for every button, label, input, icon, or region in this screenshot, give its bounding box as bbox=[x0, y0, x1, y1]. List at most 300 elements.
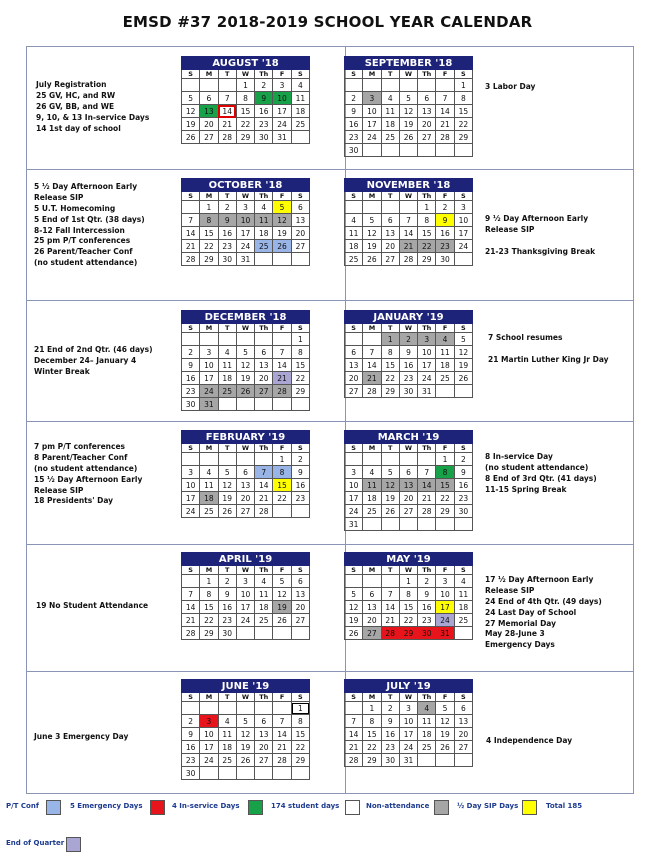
day-cell: 19 bbox=[436, 728, 454, 741]
weekday-header: W bbox=[236, 70, 254, 79]
empty-cell bbox=[255, 253, 273, 266]
weekday-header: S bbox=[291, 70, 309, 79]
day-cell: 23 bbox=[381, 741, 399, 754]
day-cell: 25 bbox=[218, 385, 236, 398]
weekday-header: S bbox=[454, 192, 472, 201]
day-cell: 23 bbox=[218, 614, 236, 627]
day-cell: 11 bbox=[291, 92, 309, 105]
weekday-header: Th bbox=[255, 566, 273, 575]
empty-cell bbox=[345, 453, 363, 466]
empty-cell bbox=[381, 201, 399, 214]
day-cell: 1 bbox=[200, 201, 218, 214]
day-cell: 18 bbox=[291, 105, 309, 118]
day-cell: 25 bbox=[363, 505, 381, 518]
day-cell: 15 bbox=[291, 728, 309, 741]
day-cell: 30 bbox=[218, 253, 236, 266]
weekday-header: S bbox=[454, 693, 472, 702]
day-cell: 12 bbox=[182, 105, 200, 118]
day-cell: 20 bbox=[291, 227, 309, 240]
note-line: 3 Labor Day bbox=[485, 82, 536, 91]
day-cell: 6 bbox=[291, 201, 309, 214]
day-cell: 16 bbox=[182, 372, 200, 385]
day-cell: 20 bbox=[381, 240, 399, 253]
day-cell: 4 bbox=[218, 346, 236, 359]
day-cell: 14 bbox=[436, 105, 454, 118]
day-cell: 7 bbox=[255, 466, 273, 479]
empty-cell bbox=[418, 144, 436, 157]
day-cell: 20 bbox=[291, 601, 309, 614]
day-cell: 18 bbox=[200, 492, 218, 505]
weekday-header: F bbox=[436, 693, 454, 702]
notes-september bbox=[485, 82, 535, 93]
weekday-header: F bbox=[273, 566, 291, 575]
weekday-header: F bbox=[436, 70, 454, 79]
weekday-header: F bbox=[273, 324, 291, 333]
weekday-header: W bbox=[399, 693, 417, 702]
day-cell: 19 bbox=[399, 118, 417, 131]
day-cell: 8 bbox=[418, 214, 436, 227]
note-line: 14 1st day of school bbox=[36, 123, 121, 133]
weekday-header: T bbox=[381, 324, 399, 333]
day-cell: 6 bbox=[454, 702, 472, 715]
empty-cell bbox=[454, 253, 472, 266]
note-line: 8 End of 3rd Qtr. (41 days) bbox=[485, 473, 597, 483]
day-cell: 3 bbox=[345, 466, 363, 479]
day-cell: 12 bbox=[236, 359, 254, 372]
day-cell: 31 bbox=[399, 754, 417, 767]
day-cell: 22 bbox=[399, 614, 417, 627]
day-cell: 16 bbox=[218, 601, 236, 614]
day-cell: 30 bbox=[345, 144, 363, 157]
empty-cell bbox=[436, 518, 454, 531]
weekday-header: W bbox=[236, 192, 254, 201]
day-cell: 17 bbox=[182, 492, 200, 505]
month-calendar-february bbox=[181, 430, 310, 518]
day-cell: 6 bbox=[399, 466, 417, 479]
note-line: 9, 10, & 13 In-service Days bbox=[36, 112, 150, 122]
notes-october bbox=[34, 182, 145, 269]
day-cell: 14 bbox=[182, 227, 200, 240]
weekday-header: W bbox=[399, 324, 417, 333]
note-line: Emergency Days bbox=[485, 640, 555, 650]
day-cell: 12 bbox=[273, 588, 291, 601]
day-cell: 1 bbox=[291, 702, 309, 715]
day-cell: 2 bbox=[291, 453, 309, 466]
day-cell: 7 bbox=[182, 214, 200, 227]
day-cell: 3 bbox=[200, 715, 218, 728]
empty-cell bbox=[436, 144, 454, 157]
day-cell: 5 bbox=[236, 346, 254, 359]
weekday-header: F bbox=[273, 693, 291, 702]
day-cell: 31 bbox=[236, 253, 254, 266]
day-cell: 27 bbox=[236, 505, 254, 518]
notes-november bbox=[485, 214, 595, 258]
empty-cell bbox=[291, 253, 309, 266]
note-line: 21 Martin Luther King Jr Day bbox=[488, 354, 609, 364]
day-cell: 12 bbox=[436, 715, 454, 728]
day-cell: 10 bbox=[182, 479, 200, 492]
legend-label-pt-conf: P/T Conf bbox=[6, 802, 39, 810]
day-cell: 25 bbox=[291, 118, 309, 131]
day-cell: 15 bbox=[291, 359, 309, 372]
day-cell: 26 bbox=[436, 741, 454, 754]
note-line: 8 Parent/Teacher Conf bbox=[34, 452, 128, 462]
day-cell: 19 bbox=[236, 372, 254, 385]
empty-cell bbox=[399, 144, 417, 157]
weekday-header: M bbox=[200, 566, 218, 575]
day-cell: 28 bbox=[436, 131, 454, 144]
day-cell: 29 bbox=[399, 627, 417, 640]
day-cell: 22 bbox=[418, 240, 436, 253]
weekday-header: T bbox=[218, 566, 236, 575]
day-cell: 1 bbox=[436, 453, 454, 466]
day-cell: 15 bbox=[236, 105, 254, 118]
day-cell: 20 bbox=[345, 372, 363, 385]
note-line: 25 GV, HC, and RW bbox=[36, 90, 116, 100]
day-cell: 1 bbox=[200, 575, 218, 588]
day-cell: 11 bbox=[218, 359, 236, 372]
day-cell: 12 bbox=[345, 601, 363, 614]
grid-divider bbox=[27, 421, 633, 422]
day-cell: 5 bbox=[182, 92, 200, 105]
day-cell: 28 bbox=[255, 505, 273, 518]
day-cell: 29 bbox=[381, 385, 399, 398]
day-cell: 19 bbox=[273, 601, 291, 614]
day-cell: 11 bbox=[381, 105, 399, 118]
day-cell: 8 bbox=[454, 92, 472, 105]
day-cell: 7 bbox=[273, 346, 291, 359]
empty-cell bbox=[363, 144, 381, 157]
day-cell: 11 bbox=[255, 214, 273, 227]
day-cell: 9 bbox=[218, 588, 236, 601]
day-cell: 27 bbox=[399, 505, 417, 518]
legend-label-student-days: 174 student days bbox=[271, 802, 340, 810]
day-cell: 7 bbox=[182, 588, 200, 601]
day-cell: 23 bbox=[291, 492, 309, 505]
empty-cell bbox=[273, 505, 291, 518]
day-cell: 14 bbox=[273, 728, 291, 741]
weekday-header: M bbox=[363, 70, 381, 79]
month-calendar-january bbox=[344, 310, 473, 398]
day-cell: 2 bbox=[381, 702, 399, 715]
day-cell: 26 bbox=[273, 240, 291, 253]
day-cell: 7 bbox=[418, 466, 436, 479]
day-cell: 24 bbox=[200, 754, 218, 767]
empty-cell bbox=[182, 453, 200, 466]
day-cell: 13 bbox=[291, 588, 309, 601]
day-cell: 10 bbox=[436, 588, 454, 601]
month-name: NOVEMBER '18 bbox=[345, 179, 473, 192]
day-cell: 16 bbox=[436, 227, 454, 240]
day-cell: 16 bbox=[218, 227, 236, 240]
day-cell: 4 bbox=[255, 575, 273, 588]
weekday-header: S bbox=[182, 192, 200, 201]
weekday-header: S bbox=[291, 192, 309, 201]
weekday-header: W bbox=[399, 444, 417, 453]
weekday-header: S bbox=[291, 324, 309, 333]
day-cell: 4 bbox=[291, 79, 309, 92]
day-cell: 16 bbox=[291, 479, 309, 492]
legend-swatch-end-quarter bbox=[66, 837, 81, 852]
weekday-header: S bbox=[345, 444, 363, 453]
month-name: MARCH '19 bbox=[345, 431, 473, 444]
note-line: 8 In-service Day bbox=[485, 452, 553, 461]
empty-cell bbox=[273, 253, 291, 266]
day-cell: 1 bbox=[363, 702, 381, 715]
empty-cell bbox=[236, 702, 254, 715]
empty-cell bbox=[182, 79, 200, 92]
day-cell: 19 bbox=[273, 227, 291, 240]
day-cell: 1 bbox=[291, 333, 309, 346]
weekday-header: S bbox=[291, 566, 309, 575]
day-cell: 13 bbox=[200, 105, 218, 118]
day-cell: 4 bbox=[418, 702, 436, 715]
day-cell: 6 bbox=[381, 214, 399, 227]
empty-cell bbox=[182, 702, 200, 715]
weekday-header: S bbox=[182, 324, 200, 333]
note-line: 18 Presidents' Day bbox=[34, 496, 114, 506]
day-cell: 20 bbox=[255, 741, 273, 754]
day-cell: 24 bbox=[236, 240, 254, 253]
weekday-header: F bbox=[436, 566, 454, 575]
day-cell: 9 bbox=[218, 214, 236, 227]
empty-cell bbox=[363, 453, 381, 466]
grid-divider bbox=[27, 544, 633, 545]
calendar-grid bbox=[26, 46, 634, 794]
weekday-header: F bbox=[273, 444, 291, 453]
weekday-header: S bbox=[454, 324, 472, 333]
day-cell: 17 bbox=[418, 359, 436, 372]
note-line: 11-15 Spring Break bbox=[485, 484, 567, 494]
day-cell: 10 bbox=[454, 214, 472, 227]
weekday-header: S bbox=[182, 70, 200, 79]
weekday-header: M bbox=[363, 444, 381, 453]
weekday-header: S bbox=[345, 192, 363, 201]
weekday-header: S bbox=[291, 693, 309, 702]
legend-label-non-attendance: Non-attendance bbox=[366, 802, 430, 810]
day-cell: 14 bbox=[399, 227, 417, 240]
weekday-header: W bbox=[399, 192, 417, 201]
empty-cell bbox=[236, 453, 254, 466]
weekday-header: Th bbox=[255, 693, 273, 702]
note-line: 7 School resumes bbox=[488, 333, 563, 342]
day-cell: 31 bbox=[200, 398, 218, 411]
day-cell: 9 bbox=[182, 728, 200, 741]
notes-august bbox=[36, 80, 149, 134]
page-title: EMSD #37 2018-2019 SCHOOL YEAR CALENDAR bbox=[122, 13, 533, 31]
day-cell: 22 bbox=[236, 118, 254, 131]
day-cell: 19 bbox=[454, 359, 472, 372]
day-cell: 18 bbox=[454, 601, 472, 614]
day-cell: 10 bbox=[399, 715, 417, 728]
day-cell: 21 bbox=[273, 372, 291, 385]
month-name: MAY '19 bbox=[345, 553, 473, 566]
weekday-header: T bbox=[381, 444, 399, 453]
day-cell: 20 bbox=[200, 118, 218, 131]
weekday-header: F bbox=[436, 444, 454, 453]
day-cell: 14 bbox=[255, 479, 273, 492]
empty-cell bbox=[218, 702, 236, 715]
day-cell: 5 bbox=[399, 92, 417, 105]
month-name: OCTOBER '18 bbox=[182, 179, 310, 192]
empty-cell bbox=[381, 79, 399, 92]
empty-cell bbox=[200, 453, 218, 466]
weekday-header: W bbox=[236, 693, 254, 702]
month-calendar-may bbox=[344, 552, 473, 640]
note-line: Winter Break bbox=[34, 366, 90, 376]
day-cell: 16 bbox=[418, 601, 436, 614]
day-cell: 28 bbox=[363, 385, 381, 398]
day-cell: 22 bbox=[381, 372, 399, 385]
day-cell: 14 bbox=[218, 105, 236, 118]
weekday-header: W bbox=[399, 70, 417, 79]
day-cell: 17 bbox=[363, 118, 381, 131]
day-cell: 16 bbox=[399, 359, 417, 372]
month-calendar-august bbox=[181, 56, 310, 144]
note-line: (no student attendance) bbox=[34, 463, 138, 473]
day-cell: 27 bbox=[381, 253, 399, 266]
day-cell: 21 bbox=[218, 118, 236, 131]
empty-cell bbox=[200, 767, 218, 780]
day-cell: 19 bbox=[363, 240, 381, 253]
weekday-header: T bbox=[218, 444, 236, 453]
day-cell: 23 bbox=[399, 372, 417, 385]
day-cell: 6 bbox=[236, 466, 254, 479]
empty-cell bbox=[218, 453, 236, 466]
day-cell: 14 bbox=[381, 601, 399, 614]
note-line: 24 Last Day of School bbox=[485, 607, 577, 617]
empty-cell bbox=[363, 201, 381, 214]
weekday-header: M bbox=[363, 324, 381, 333]
weekday-header: S bbox=[182, 444, 200, 453]
day-cell: 2 bbox=[218, 201, 236, 214]
day-cell: 7 bbox=[218, 92, 236, 105]
weekday-header: Th bbox=[418, 693, 436, 702]
weekday-header: S bbox=[345, 70, 363, 79]
empty-cell bbox=[255, 453, 273, 466]
month-calendar-april bbox=[181, 552, 310, 640]
day-cell: 14 bbox=[182, 601, 200, 614]
day-cell: 13 bbox=[236, 479, 254, 492]
day-cell: 21 bbox=[345, 741, 363, 754]
day-cell: 16 bbox=[255, 105, 273, 118]
notes-february bbox=[34, 442, 142, 507]
weekday-header: M bbox=[200, 444, 218, 453]
legend-label-total: Total 185 bbox=[546, 802, 583, 810]
day-cell: 12 bbox=[399, 105, 417, 118]
day-cell: 27 bbox=[255, 385, 273, 398]
day-cell: 1 bbox=[399, 575, 417, 588]
day-cell: 17 bbox=[454, 227, 472, 240]
day-cell: 28 bbox=[345, 754, 363, 767]
day-cell: 10 bbox=[418, 346, 436, 359]
weekday-header: W bbox=[236, 566, 254, 575]
weekday-header: M bbox=[363, 693, 381, 702]
note-line: 4 Independence Day bbox=[486, 736, 573, 745]
day-cell: 30 bbox=[218, 627, 236, 640]
day-cell: 18 bbox=[363, 492, 381, 505]
day-cell: 29 bbox=[363, 754, 381, 767]
empty-cell bbox=[255, 627, 273, 640]
empty-cell bbox=[218, 79, 236, 92]
day-cell: 1 bbox=[381, 333, 399, 346]
day-cell: 28 bbox=[182, 253, 200, 266]
day-cell: 17 bbox=[236, 601, 254, 614]
day-cell: 11 bbox=[454, 588, 472, 601]
empty-cell bbox=[418, 754, 436, 767]
empty-cell bbox=[345, 201, 363, 214]
day-cell: 5 bbox=[273, 201, 291, 214]
day-cell: 25 bbox=[345, 253, 363, 266]
day-cell: 23 bbox=[418, 614, 436, 627]
day-cell: 31 bbox=[345, 518, 363, 531]
day-cell: 4 bbox=[363, 466, 381, 479]
note-line: (no student attendance) bbox=[485, 462, 589, 472]
day-cell: 15 bbox=[399, 601, 417, 614]
day-cell: 9 bbox=[436, 214, 454, 227]
month-name: JANUARY '19 bbox=[345, 311, 473, 324]
weekday-header: S bbox=[182, 566, 200, 575]
day-cell: 10 bbox=[200, 359, 218, 372]
note-line: December 24– January 4 bbox=[34, 355, 137, 365]
weekday-header: W bbox=[236, 324, 254, 333]
day-cell: 15 bbox=[200, 601, 218, 614]
weekday-header: F bbox=[273, 70, 291, 79]
day-cell: 23 bbox=[436, 240, 454, 253]
empty-cell bbox=[255, 333, 273, 346]
day-cell: 24 bbox=[273, 118, 291, 131]
note-line: June 3 Emergency Day bbox=[34, 732, 129, 741]
empty-cell bbox=[381, 144, 399, 157]
day-cell: 16 bbox=[345, 118, 363, 131]
weekday-header: T bbox=[218, 70, 236, 79]
day-cell: 11 bbox=[218, 728, 236, 741]
day-cell: 28 bbox=[381, 627, 399, 640]
day-cell: 9 bbox=[255, 92, 273, 105]
empty-cell bbox=[363, 575, 381, 588]
note-line: 5 U.T. Homecoming bbox=[34, 203, 116, 213]
legend-swatch-inservice bbox=[150, 800, 165, 815]
weekday-header: Th bbox=[255, 444, 273, 453]
weekday-header: W bbox=[236, 444, 254, 453]
day-cell: 18 bbox=[218, 741, 236, 754]
day-cell: 24 bbox=[200, 385, 218, 398]
day-cell: 22 bbox=[200, 240, 218, 253]
day-cell: 6 bbox=[418, 92, 436, 105]
month-calendar-september bbox=[344, 56, 473, 157]
day-cell: 22 bbox=[291, 741, 309, 754]
note-line: 9 ½ Day Afternoon Early bbox=[485, 214, 589, 223]
empty-cell bbox=[418, 518, 436, 531]
day-cell: 19 bbox=[381, 492, 399, 505]
month-name: SEPTEMBER '18 bbox=[345, 57, 473, 70]
day-cell: 14 bbox=[363, 359, 381, 372]
day-cell: 6 bbox=[291, 575, 309, 588]
empty-cell bbox=[345, 333, 363, 346]
grid-divider bbox=[27, 300, 633, 301]
day-cell: 12 bbox=[218, 479, 236, 492]
notes-may bbox=[485, 575, 602, 651]
day-cell: 20 bbox=[399, 492, 417, 505]
day-cell: 24 bbox=[182, 505, 200, 518]
empty-cell bbox=[399, 453, 417, 466]
weekday-header: Th bbox=[418, 324, 436, 333]
day-cell: 25 bbox=[200, 505, 218, 518]
day-cell: 20 bbox=[236, 492, 254, 505]
day-cell: 30 bbox=[418, 627, 436, 640]
day-cell: 29 bbox=[291, 385, 309, 398]
day-cell: 15 bbox=[436, 479, 454, 492]
